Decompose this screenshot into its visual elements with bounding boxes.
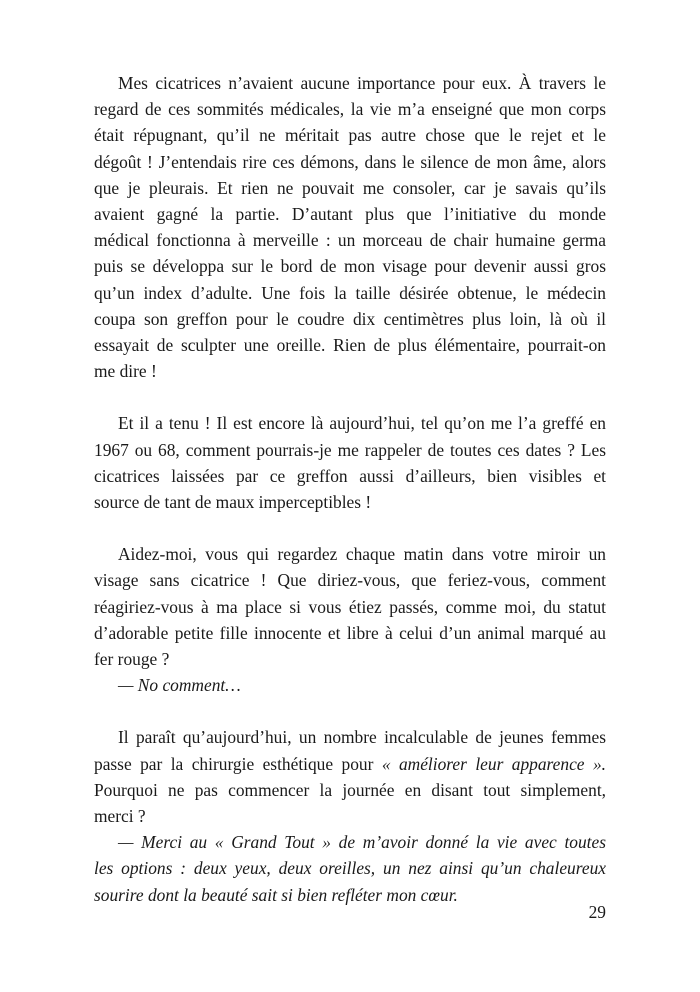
closing-italic-line: les options : deux yeux, deux oreilles, un nez ainsi qu’un chaleureux bbox=[94, 858, 606, 879]
text-line: visage sans cicatrice ! Que diriez-vous, que feriez-vous, comment bbox=[94, 570, 606, 591]
paragraph-3 bbox=[94, 541, 606, 698]
page-body bbox=[94, 70, 606, 908]
inline-quote: « améliorer leur apparence ». bbox=[381, 753, 606, 774]
paragraph-4 bbox=[94, 724, 606, 907]
page-number: 29 bbox=[588, 902, 606, 922]
text-line: d’adorable petite fille innocente et libre à celui d’un animal marqué au bbox=[94, 622, 606, 643]
text-line: Aidez-moi, vous qui regardez chaque matin dans votre miroir un bbox=[118, 544, 606, 565]
text-line: Et il a tenu ! Il est encore là aujourd’hui, tel qu’on me l’a greffé en bbox=[118, 413, 606, 434]
text-line-with-quote bbox=[94, 751, 606, 777]
text-line: Mes cicatrices n’avaient aucune importance pour eux. À travers le bbox=[118, 73, 606, 93]
text-line: coupa son greffon pour le coudre dix centimètres plus loin, là où il bbox=[94, 308, 606, 329]
text-line: qu’un index d’adulte. Une fois la taille désirée obtenue, le médecin bbox=[94, 282, 606, 303]
text-line: avaient gagné la partie. D’autant plus que l’initiative du monde bbox=[94, 204, 606, 225]
text-line: me dire ! bbox=[94, 361, 157, 382]
text-line: regard de ces sommités médicales, la vie m’a enseigné que mon corps bbox=[94, 99, 606, 120]
text-line: médical fonctionna à merveille : un morceau de chair humaine germa bbox=[94, 230, 606, 251]
closing-italic-line: sourire dont la beauté sait si bien refléter mon cœur. bbox=[94, 884, 458, 905]
text-line: réagiriez-vous à ma place si vous étiez passés, comme moi, du statut bbox=[94, 596, 606, 617]
dialogue-line: — No comment… bbox=[118, 675, 241, 696]
text-segment: passe par la chirurgie esthétique pour bbox=[94, 753, 382, 774]
text-line: que je pleurais. Et rien ne pouvait me consoler, car je savais qu’ils bbox=[94, 177, 606, 198]
paragraph-1 bbox=[94, 70, 606, 384]
text-line: était répugnant, qu’il ne méritait pas autre chose que le rejet et le bbox=[94, 125, 606, 146]
paragraph-2 bbox=[94, 410, 606, 515]
text-line: source de tant de maux imperceptibles ! bbox=[94, 492, 372, 513]
closing-italic-line: — Merci au « Grand Tout » de m’avoir donné la vie avec toutes bbox=[118, 832, 606, 853]
text-line: merci ? bbox=[94, 806, 146, 827]
text-line: dégoût ! J’entendais rire ces démons, dans le silence de mon âme, alors bbox=[94, 151, 606, 172]
text-line: fer rouge ? bbox=[94, 649, 170, 670]
text-line: puis se développa sur le bord de mon visage pour devenir aussi gros bbox=[94, 256, 606, 277]
text-line: essayait de sculpter une oreille. Rien de plus élémentaire, pourrait-on bbox=[94, 335, 606, 356]
text-line: Il paraît qu’aujourd’hui, un nombre incalculable de jeunes femmes bbox=[118, 727, 606, 748]
text-line: 1967 ou 68, comment pourrais-je me rappeler de toutes ces dates ? Les bbox=[94, 439, 606, 460]
text-line: Pourquoi ne pas commencer la journée en disant tout simplement, bbox=[94, 779, 606, 800]
text-line: cicatrices laissées par ce greffon aussi d’ailleurs, bien visibles et bbox=[94, 465, 606, 486]
